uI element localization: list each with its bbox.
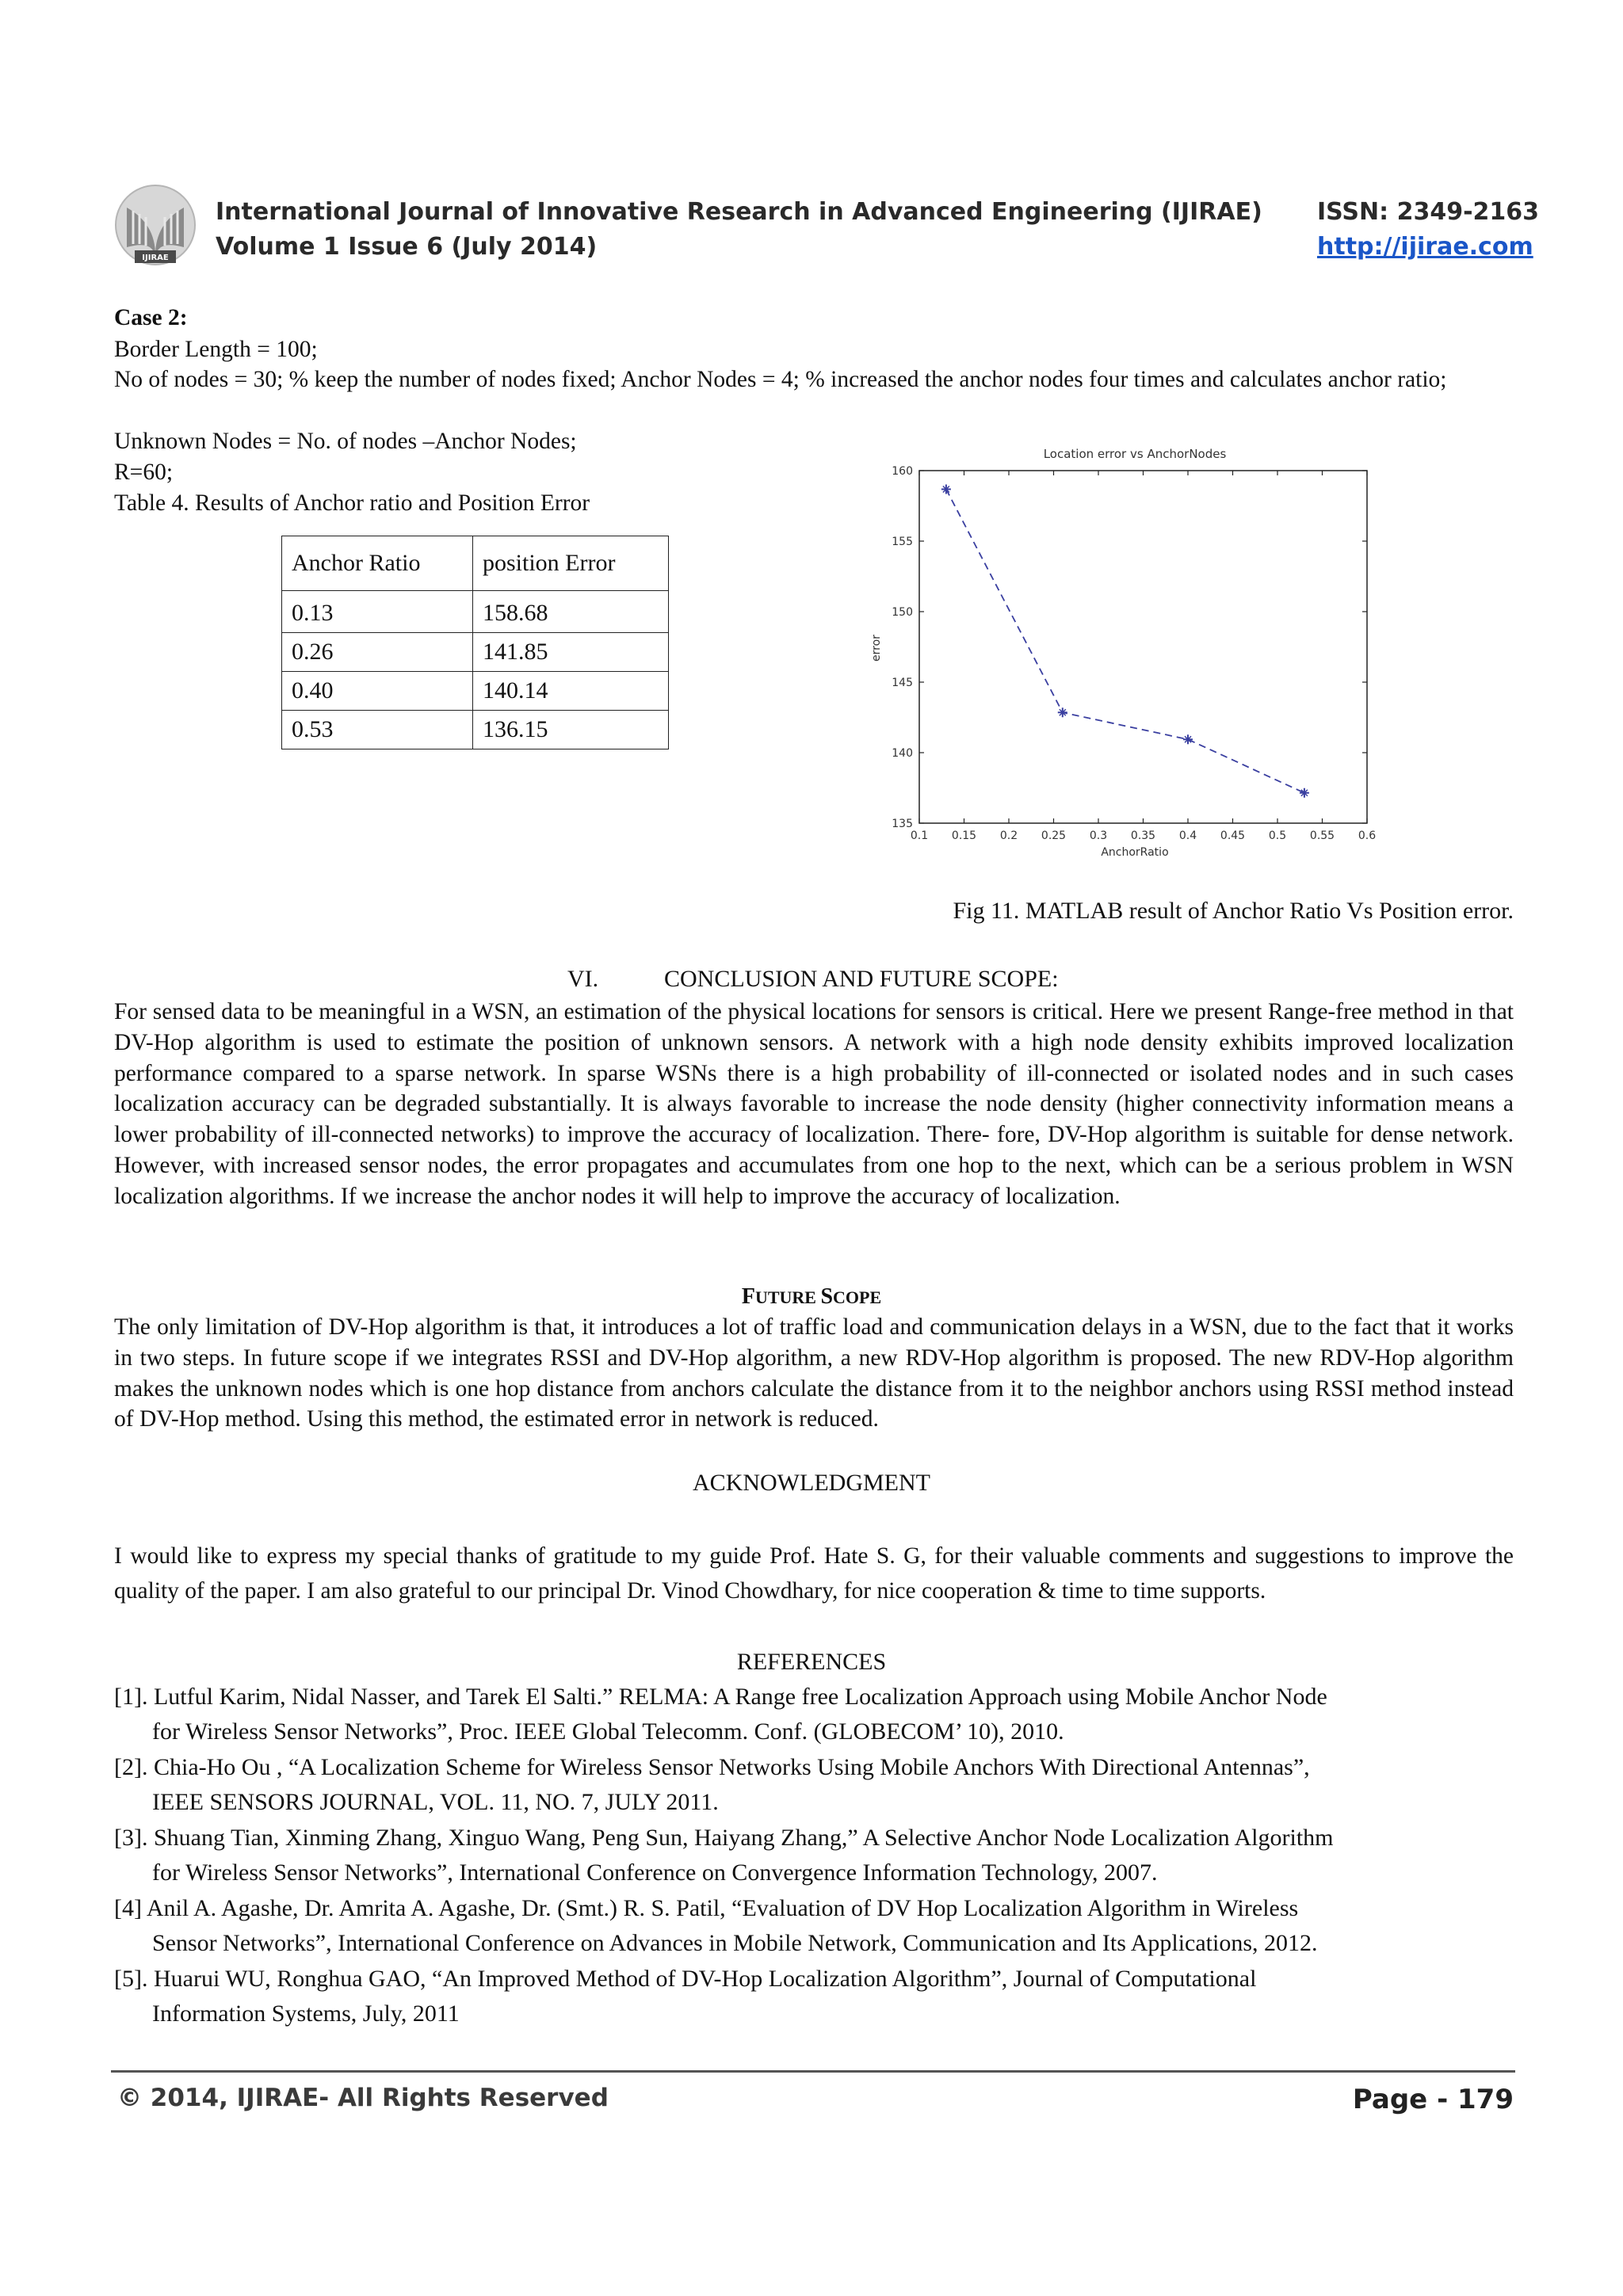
x-tick-label: 0.45 xyxy=(1220,830,1246,842)
table-cell: 140.14 xyxy=(473,672,669,711)
table-header-row xyxy=(282,536,669,591)
x-tick-label: 0.1 xyxy=(910,830,929,842)
y-tick-label: 135 xyxy=(892,818,913,830)
case-line-range: R=60; xyxy=(114,460,174,485)
x-tick-label: 0.5 xyxy=(1268,830,1287,842)
x-tick-label: 0.2 xyxy=(999,830,1018,842)
page-number: Page - 179 xyxy=(1352,2084,1514,2115)
table-title: Table 4. Results of Anchor ratio and Position Error xyxy=(114,490,590,516)
x-tick-label: 0.4 xyxy=(1178,830,1197,842)
x-tick-label: 0.35 xyxy=(1130,830,1156,842)
figure-caption: Fig 11. MATLAB result of Anchor Ratio Vs Position error. xyxy=(953,898,1514,924)
x-tick-label: 0.55 xyxy=(1309,830,1335,842)
data-point-marker xyxy=(1058,707,1067,717)
case-line-unknown: Unknown Nodes = No. of nodes –Anchor Nodes; xyxy=(114,429,577,454)
journal-title: International Journal of Innovative Research in Advanced Engineering (IJIRAE) xyxy=(216,198,1262,226)
results-table xyxy=(281,536,669,749)
journal-logo xyxy=(111,184,200,269)
data-point-marker xyxy=(1300,788,1309,798)
x-tick-label: 0.25 xyxy=(1041,830,1067,842)
matlab-chart xyxy=(864,441,1387,868)
case-heading: Case 2: xyxy=(114,305,188,330)
section-title: CONCLUSION AND FUTURE SCOPE: xyxy=(664,966,1059,992)
x-tick-label: 0.15 xyxy=(951,830,977,842)
reference-item: [4] Anil A. Agashe, Dr. Amrita A. Agashe, Dr. (Smt.) R. S. Patil, “Evaluation of DV Hop Localization Algorithm in Wireless Sensor Networks”, International Conference on Advances in Mobile Network, Communication and Its Applications, 2012. xyxy=(114,1895,1318,1956)
y-tick-label: 145 xyxy=(892,677,913,689)
table-row xyxy=(282,672,669,711)
journal-volume: Volume 1 Issue 6 (July 2014) xyxy=(216,233,598,261)
table-cell: 158.68 xyxy=(473,591,669,633)
table-cell: 136.15 xyxy=(473,711,669,749)
acknowledgment-paragraph: I would like to express my special thanks of gratitude to my guide Prof. Hate S. G, for their valuable comments and suggestions to improve the quality of the paper. I am also grateful to our principal Dr. Vinod Chowdhary, for nice cooperation & time to time supports. xyxy=(114,1543,1514,1604)
section-number: VI. xyxy=(567,966,599,992)
x-axis-label: AnchorRatio xyxy=(1101,846,1169,859)
logo-text: IJIRAE xyxy=(142,254,169,262)
table-cell: 0.13 xyxy=(282,591,473,633)
series-line xyxy=(946,489,1304,792)
references-heading: REFERENCES xyxy=(736,1649,887,1675)
table-row xyxy=(282,633,669,672)
future-scope-paragraph: The only limitation of DV-Hop algorithm is that, it introduces a lot of traffic load and communication delays in a WSN, due to the fact that it works in two steps. In future scope if we integrates RSSI and DV-Hop algorithm, a new RDV-Hop algorithm is proposed. The new RDV-Hop algorithm makes the unknown nodes which is one hop distance from anchors calculate the distance from it to the neighbor anchors using RSSI method instead of DV-Hop method. Using this method, the estimated error in network is reduced. xyxy=(114,1314,1514,1432)
case-line-border: Border Length = 100; xyxy=(114,337,318,362)
series-error xyxy=(941,484,1309,797)
table-header-cell: Anchor Ratio xyxy=(282,536,473,591)
case-line-nodes: No of nodes = 30; % keep the number of nodes fixed; Anchor Nodes = 4; % increased the anchor nodes four times and calculates anchor ratio; xyxy=(114,367,1447,392)
future-scope-heading: FUTURE SCOPE xyxy=(741,1284,882,1309)
reference-item: [1]. Lutful Karim, Nidal Nasser, and Tarek El Salti.” RELMA: A Range free Localization Approach using Mobile Anchor Node for Wireless Sensor Networks”, Proc. IEEE Global Telecomm. Conf. (GLOBECOM’ 10), 2010. xyxy=(114,1684,1327,1745)
table-row xyxy=(282,591,669,633)
reference-item: [2]. Chia-Ho Ou , “A Localization Scheme for Wireless Sensor Networks Using Mobile Anchors With Directional Antennas”, IEEE SENSORS JOURNAL, VOL. 11, NO. 7, JULY 2011. xyxy=(114,1754,1310,1815)
reference-item: [5]. Huarui WU, Ronghua GAO, “An Improved Method of DV-Hop Localization Algorithm”, Journal of Computational Information Systems, July, 2011 xyxy=(114,1966,1257,2027)
y-axis xyxy=(892,465,1367,830)
table-cell: 0.26 xyxy=(282,633,473,672)
issn: ISSN: 2349-2163 xyxy=(1317,198,1540,226)
data-point-marker xyxy=(1183,734,1193,744)
footer-copyright: © 2014, IJIRAE- All Rights Reserved xyxy=(117,2084,609,2112)
table-cell: 0.53 xyxy=(282,711,473,749)
reference-item: [3]. Shuang Tian, Xinming Zhang, Xinguo Wang, Peng Sun, Haiyang Zhang,” A Selective Anchor Node Localization Algorithm for Wireless Sensor Networks”, International Conference on Convergence Information Technology, 2007. xyxy=(114,1825,1334,1886)
journal-header xyxy=(216,195,1262,265)
y-tick-label: 140 xyxy=(892,747,913,760)
y-tick-label: 150 xyxy=(892,606,913,619)
chart-title: Location error vs AnchorNodes xyxy=(1043,447,1227,461)
data-point-marker xyxy=(941,484,951,494)
x-tick-label: 0.6 xyxy=(1358,830,1377,842)
y-tick-label: 155 xyxy=(892,536,913,548)
y-tick-label: 160 xyxy=(892,465,913,478)
journal-meta xyxy=(1317,195,1539,265)
acknowledgment-heading: ACKNOWLEDGMENT xyxy=(693,1470,930,1496)
plot-frame xyxy=(919,471,1367,823)
journal-link[interactable]: http://ijirae.com xyxy=(1317,233,1533,261)
x-axis xyxy=(911,471,1376,842)
conclusion-paragraph: For sensed data to be meaningful in a WSN, an estimation of the physical locations for sensors is critical. Here we present Range-free method in that DV-Hop algorithm is used to estimate the position of unknown sensors. A network with a high node density exhibits improved localization performance compared to a sparse network. In sparse WSNs there is a high probability of ill-connected or isolated nodes and in such cases localization accuracy can be degraded substantially. It is always favorable to increase the node density (higher connectivity information means a lower probability of ill-connected networks) to improve the accuracy of localization. There- fore, DV-Hop algorithm is suitable for dense network. However, with increased sensor nodes, the error propagates and accumulates from one hop to the next, which can be a serious problem in WSN localization algorithms. If we increase the anchor nodes it will help to improve the accuracy of localization. xyxy=(114,999,1514,1209)
footer-divider xyxy=(111,2070,1515,2073)
table-cell: 141.85 xyxy=(473,633,669,672)
table-header-cell: position Error xyxy=(473,536,669,591)
y-axis-label: error xyxy=(870,635,883,662)
table-cell: 0.40 xyxy=(282,672,473,711)
table-row xyxy=(282,711,669,749)
x-tick-label: 0.3 xyxy=(1089,830,1108,842)
